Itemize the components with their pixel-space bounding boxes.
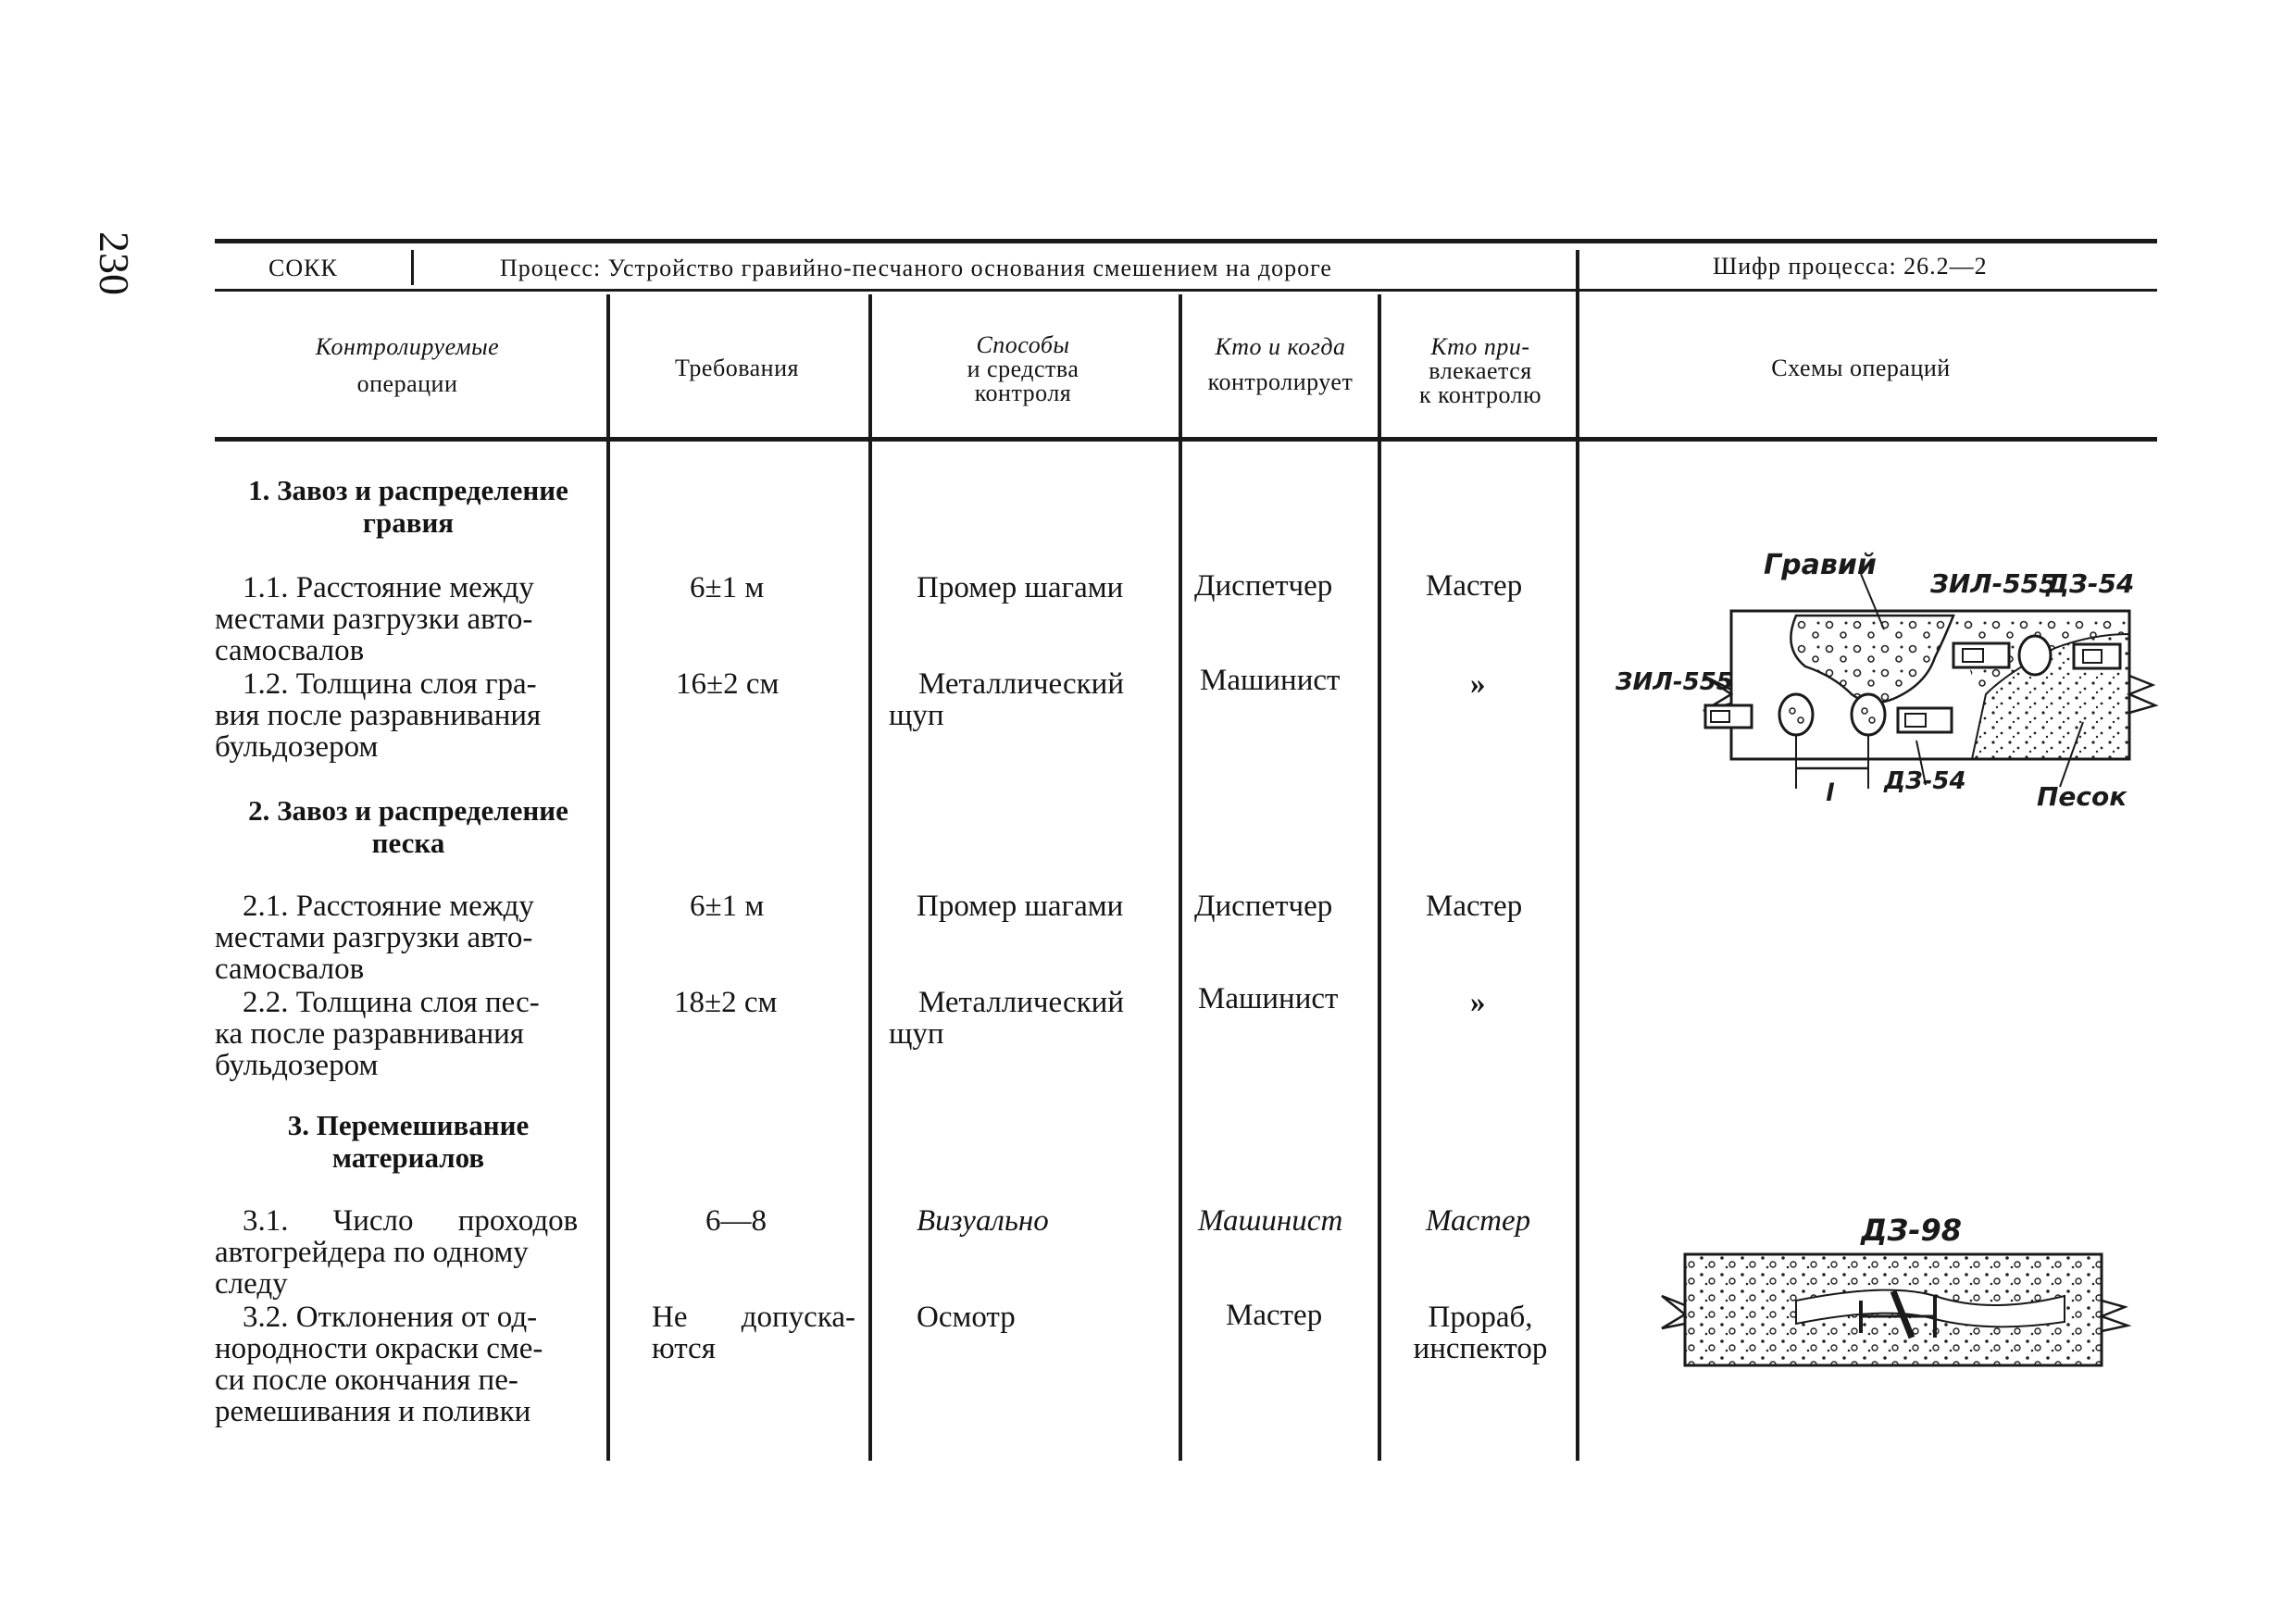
colhead-who-line2: контролирует xyxy=(1207,368,1354,395)
col-rule-5 xyxy=(1576,250,1579,1461)
method-2-2-line1: Металлический xyxy=(918,986,1124,1019)
req-3-1: 6—8 xyxy=(705,1204,767,1238)
colhead-operations xyxy=(222,335,593,396)
req-1-2: 16±2 см xyxy=(676,667,780,701)
method-3-1: Визуально xyxy=(917,1204,1049,1238)
op-2-2 xyxy=(215,987,596,1081)
pile-3 xyxy=(2019,636,2051,675)
inv-2-1: Мастер xyxy=(1426,890,1523,923)
colhead-involved-line1: Кто при- xyxy=(1430,333,1530,360)
op-1-2-line2: вия после разравнивания xyxy=(215,699,542,732)
section-2-title-line2: песка xyxy=(371,827,445,859)
scheme-gravel-sand xyxy=(1574,546,2166,824)
colhead-involved-line2: влекается xyxy=(1429,357,1532,384)
colhead-schemes: Схемы операций xyxy=(1771,355,1951,381)
dump-truck-top xyxy=(1953,643,2009,667)
op-2-2-line3: бульдозером xyxy=(215,1049,379,1082)
who-1-1: Диспетчер xyxy=(1194,569,1333,603)
colhead-involved-line3: к контролю xyxy=(1418,381,1542,408)
section-title-3 xyxy=(215,1109,602,1174)
colhead-methods-line1: Способы xyxy=(976,331,1070,358)
section-3-title-line2: материалов xyxy=(331,1141,485,1174)
op-3-1-line3: следу xyxy=(215,1267,288,1301)
col-rule-2 xyxy=(868,294,872,1461)
label-dz-top: ДЗ-54 xyxy=(2046,568,2135,599)
op-1-1-line1: 1.1. Расстояние между xyxy=(243,571,534,604)
inv-3-2 xyxy=(1392,1301,1568,1364)
col-rule-1 xyxy=(606,294,610,1461)
pile-2 xyxy=(1852,694,1885,735)
process-cipher: Шифр процесса: 26.2—2 xyxy=(1713,253,1988,280)
inv-3-2-line2: инспектор xyxy=(1413,1332,1548,1365)
colhead-who-controls xyxy=(1183,335,1378,394)
colhead-who-line1: Кто и когда xyxy=(1215,333,1346,360)
colhead-requirements: Требования xyxy=(675,355,799,381)
colhead-involved xyxy=(1383,335,1578,407)
op-3-2 xyxy=(215,1301,596,1427)
section-title-1 xyxy=(215,474,602,539)
road-break-right xyxy=(2129,676,2155,713)
section-3-title-line1: 3. Перемешивание xyxy=(287,1109,530,1141)
who-2-1: Диспетчер xyxy=(1194,890,1333,923)
label-zil-left: ЗИЛ-555 xyxy=(1616,668,1733,696)
method-2-1: Промер шагами xyxy=(917,890,1124,923)
label-grader: ДЗ-98 xyxy=(1861,1213,1963,1248)
col-rule-3 xyxy=(1179,294,1182,1461)
scheme-mixing xyxy=(1657,1203,2139,1389)
colhead-operations-line2: операции xyxy=(356,370,458,397)
op-3-2-line4: ремешивания и поливки xyxy=(215,1395,531,1428)
op-2-1-line2: местами разгрузки авто- xyxy=(215,921,533,954)
op-1-2-line3: бульдозером xyxy=(215,730,379,764)
dump-truck-left xyxy=(1705,705,1752,728)
label-dz-bottom: ДЗ-54 xyxy=(1884,767,1966,795)
op-1-1 xyxy=(215,572,596,666)
label-sand: Песок xyxy=(2037,781,2128,812)
who-1-2: Машинист xyxy=(1200,664,1341,697)
op-1-2-line1: 1.2. Толщина слоя гра- xyxy=(243,667,537,701)
req-2-2: 18±2 см xyxy=(674,986,778,1019)
inv-1-2: » xyxy=(1470,667,1486,701)
who-3-1: Машинист xyxy=(1198,1204,1343,1238)
section-title-2 xyxy=(215,794,602,859)
inv-3-1: Мастер xyxy=(1426,1204,1531,1238)
gravel-region xyxy=(1791,616,1953,703)
bulldozer-top xyxy=(2074,644,2120,668)
req-1-1: 6±1 м xyxy=(690,571,765,604)
who-2-2: Машинист xyxy=(1198,982,1339,1015)
colhead-methods-line3: контроля xyxy=(974,380,1072,406)
process-title: Процесс: Устройство гравийно-песчаного основания смешением на дороге xyxy=(500,255,1332,281)
colhead-operations-line1: Контролируемые xyxy=(315,333,500,360)
col-rule-4 xyxy=(1378,294,1381,1461)
op-3-2-line3: си после окончания пе- xyxy=(215,1364,518,1397)
req-3-2: Не допуска-ются xyxy=(652,1301,855,1365)
op-3-2-line1: 3.2. Отклонения от од- xyxy=(243,1301,538,1334)
colhead-methods xyxy=(870,333,1176,405)
who-3-2: Мастер xyxy=(1226,1299,1323,1332)
method-3-2: Осмотр xyxy=(917,1301,1016,1334)
label-dim: l xyxy=(1826,779,1834,807)
header-bottom-rule xyxy=(215,289,2157,292)
op-2-2-line2: ка после разравнивания xyxy=(215,1017,524,1051)
inv-3-2-line1: Прораб, xyxy=(1428,1301,1533,1334)
req-2-1: 6±1 м xyxy=(690,890,765,923)
top-rule xyxy=(215,239,2157,243)
op-2-1-line3: самосвалов xyxy=(215,953,365,986)
label-zil-top: ЗИЛ-555 xyxy=(1930,568,2057,599)
pile-1 xyxy=(1779,694,1813,735)
column-head-rule xyxy=(215,437,2157,442)
page-number: 230 xyxy=(91,231,138,295)
op-3-1-line1: 3.1. Число проходов xyxy=(243,1204,579,1238)
section-1-title-line1: 1. Завоз и распределение xyxy=(248,474,568,506)
op-1-1-line2: местами разгрузки авто- xyxy=(215,603,533,636)
inv-2-2: » xyxy=(1470,986,1486,1019)
method-1-1: Промер шагами xyxy=(917,571,1124,604)
op-2-2-line1: 2.2. Толщина слоя пес- xyxy=(243,986,540,1019)
method-2-2-line2: щуп xyxy=(889,1017,944,1051)
method-2-2 xyxy=(889,987,1124,1050)
section-1-title-line2: гравия xyxy=(362,506,455,539)
bulldozer-bottom xyxy=(1898,708,1952,732)
inv-1-1: Мастер xyxy=(1426,569,1523,603)
op-2-1-line1: 2.1. Расстояние между xyxy=(243,890,534,923)
op-1-1-line3: самосвалов xyxy=(215,634,365,667)
doc-code: СОКК xyxy=(268,255,338,281)
op-2-1 xyxy=(215,890,596,985)
method-1-2-line1: Металлический xyxy=(918,667,1124,701)
op-3-1 xyxy=(215,1205,596,1300)
op-1-2 xyxy=(215,668,596,763)
section-2-title-line1: 2. Завоз и распределение xyxy=(248,794,568,827)
method-1-2 xyxy=(889,668,1124,731)
header-separator xyxy=(411,250,414,285)
op-3-2-line2: нородности окраски сме- xyxy=(215,1332,543,1365)
method-1-2-line2: щуп xyxy=(889,699,944,732)
colhead-methods-line2: и средства xyxy=(967,355,1079,382)
label-gravel: Гравий xyxy=(1764,549,1877,581)
op-3-1-line2: автогрейдера по одному xyxy=(215,1236,529,1269)
